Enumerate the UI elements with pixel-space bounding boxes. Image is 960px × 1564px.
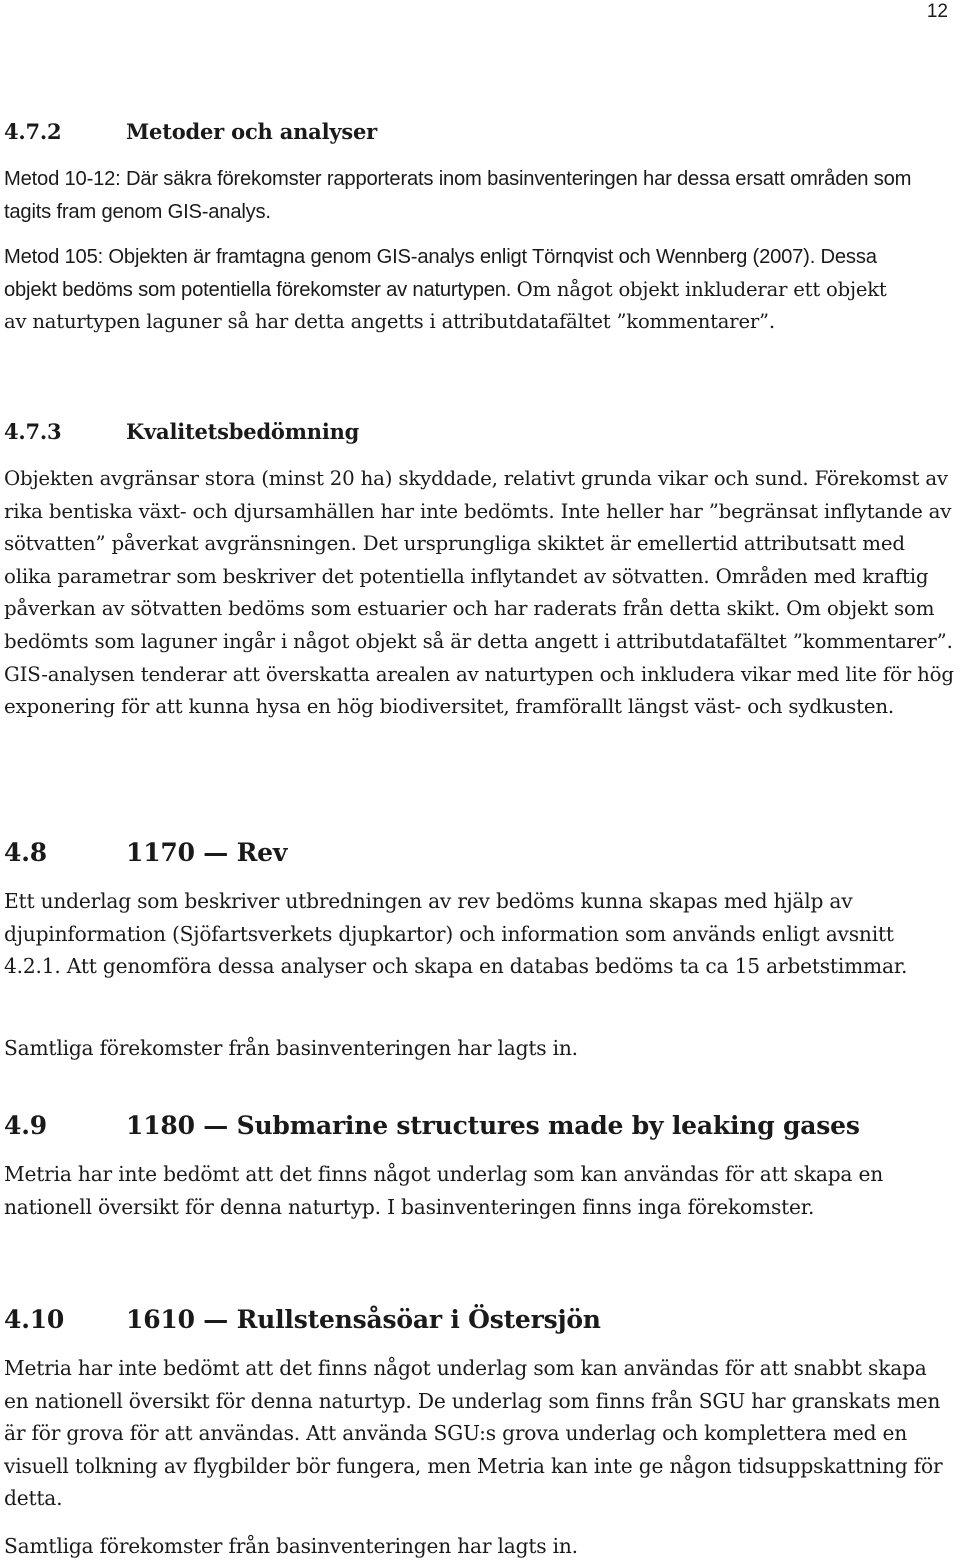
section-title: Kvalitetsbedömning [126, 419, 360, 444]
section-heading-4-7-3 [4, 417, 956, 447]
paragraph: Samtliga förekomster från basinventeringen har lagts in. [4, 1534, 578, 1558]
page-number: 12 [926, 1, 948, 22]
section-number: 4.10 [4, 1305, 65, 1334]
section-heading-4-8 [4, 836, 956, 870]
paragraph: Metria har inte bedömt att det finns något underlag som kan användas för att skapa en nationell översikt för denna naturtyp. I basinventeringen finns inga förekomster. [4, 1162, 884, 1219]
section-number: 4.8 [4, 838, 47, 867]
section-heading-4-7-2 [4, 117, 956, 147]
paragraph [4, 241, 904, 339]
paragraph: Metod 10-12: Där säkra förekomster rapporterats inom basinventeringen har dessa ersatt områden som tagits fram genom GIS-analys. [4, 168, 912, 223]
paragraph: Samtliga förekomster från basinventeringen har lagts in. [4, 1036, 578, 1060]
section-title: Metoder och analyser [126, 119, 378, 144]
section-title: 1180 — Submarine structures made by leaking gases [126, 1111, 860, 1140]
section-title: 1610 — Rullstensåsöar i Östersjön [126, 1305, 601, 1334]
section-heading-4-10 [4, 1303, 956, 1337]
paragraph: Metria har inte bedömt att det finns något underlag som kan användas för att snabbt skapa en nationell översikt för denna naturtyp. De underlag som finns från SGU har granskats men är för grova för att användas. Att använda SGU:s grova underlag och komplettera med en visuell tolkning av flygbilder bör fungera, men Metria kan inte ge någon tidsuppskattning för detta. [4, 1356, 943, 1511]
paragraph-sans-text: Metod 105: Objekten är framtagna genom GIS-analys enligt Törnqvist och Wennberg (2007). Dessa objekt bedöms som potentiella förekomster av naturtypen. [4, 246, 877, 301]
paragraph: Ett underlag som beskriver utbredningen av rev bedöms kunna skapas med hjälp av djupinformation (Sjöfartsverkets djupkartor) och information som används enligt avsnitt 4.2.1. Att genomföra dessa analyser och skapa en databas bedöms ta ca 15 arbetstimmar. [4, 889, 908, 979]
section-number: 4.7.2 [4, 119, 62, 144]
paragraph: Objekten avgränsar stora (minst 20 ha) skyddade, relativt grunda vikar och sund. Förekomst av rika bentiska växt- och djursamhällen har inte bedömts. Inte heller har ”begränsat inflytande av sötvatten” påverkat avgränsningen. Det ursprungliga skiktet är emellertid attributsatt med olika parametrar som beskriver det potentiella inflytandet av sötvatten. Områden med kraftig påverkan av sötvatten bedöms som estuarier och har raderats från detta skikt. Om objekt som bedömts som laguner ingår i något objekt så är detta angett i attributdatafältet ”kommentarer”. GIS-analysen tenderar att överskatta arealen av naturtypen och inkludera vikar med lite för hög exponering för att kunna hysa en hög biodiversitet, framförallt längst väst- och sydkusten. [4, 467, 954, 719]
section-number: 4.7.3 [4, 419, 62, 444]
section-heading-4-9 [4, 1109, 956, 1143]
section-number: 4.9 [4, 1111, 47, 1140]
paragraph-serif-text: Om något objekt inkluderar ett objekt av naturtypen laguner så har detta angetts i attributdatafältet ”kommentarer”. [4, 277, 887, 334]
section-title: 1170 — Rev [126, 838, 288, 867]
